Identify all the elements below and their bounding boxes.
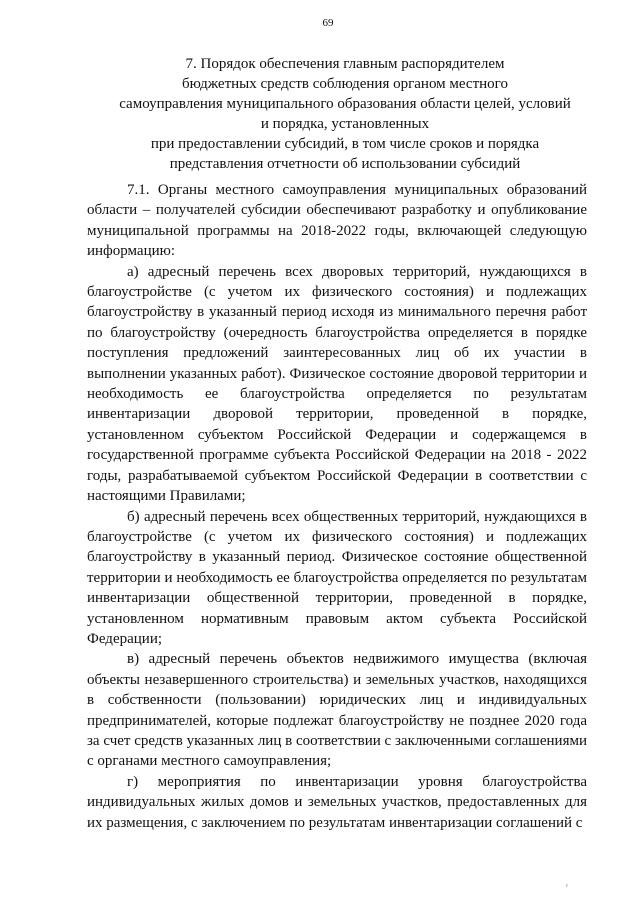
paragraph-item-b: б) адресный перечень всех общественных территорий, нуждающихся в благоустройстве (с учетом их физического состояния) и подлежащих благоустройству в указанный период. Физическое состояние общественной территории и необходимость ее благоустройства определяется по результатам инвентаризации общественной территории, проведенной в порядке, установленном нормативным правовым актом субъекта Российской Федерации; xyxy=(87,508,587,647)
heading-line: при предоставлении субсидий, в том числе сроков и порядка xyxy=(150,136,540,152)
document-body xyxy=(87,180,587,833)
paragraph-item-g: г) мероприятия по инвентаризации уровня благоустройства индивидуальных жилых домов и земельных участков, предоставленных для их размещения, с заключением по результатам инвентаризации соглашений с xyxy=(87,773,587,831)
paragraph-7-1: 7.1. Органы местного самоуправления муниципальных образований области – получателей субсидии обеспечивают разработку и опубликование муниципальной программы на 2018-2022 годы, включающей следующую информацию: xyxy=(87,182,587,260)
page-number: 69 xyxy=(322,17,334,29)
heading-line: самоуправления муниципального образования области целей, условий xyxy=(119,96,571,112)
heading-line: и порядка, установленных xyxy=(260,116,430,132)
paragraph-item-v: в) адресный перечень объектов недвижимого имущества (включая объекты незавершенного строительства) и земельных участков, находящихся в собственности (пользовании) юридических лиц и индивидуальных предпринимателей, которые подлежат благоустройству не позднее 2020 года за счет средств указанных лиц в соответствии с заключенными соглашениями с органами местного самоуправления; xyxy=(87,651,587,770)
heading-line: бюджетных средств соблюдения органом местного xyxy=(182,76,508,92)
paragraph-item-a: а) адресный перечень всех дворовых территорий, нуждающихся в благоустройстве (с учетом их физического состояния) и подлежащих благоустройству в указанный период исходя из минимального перечня работ по благоустройству (очередность благоустройства определяется в порядке поступления предложений заинтересованных лиц об их участии в выполнении указанных работ). Физическое состояние дворовой территории и необходимость ее благоустройства определяется по результатам инвентаризации дворовой территории, проведенной в порядке, установленном субъектом Российской Федерации и содержащемся в государственной программе субъекта Российской Федерации на 2018 - 2022 годы, разрабатываемой субъектом Российской Федерации в соответствии с настоящими Правилами; xyxy=(87,263,587,505)
heading-line: 7. Порядок обеспечения главным распорядителем xyxy=(185,56,505,72)
heading-line: представления отчетности об использовании субсидий xyxy=(169,156,521,172)
section-heading xyxy=(110,54,580,174)
scan-mark: ′ xyxy=(566,883,568,893)
